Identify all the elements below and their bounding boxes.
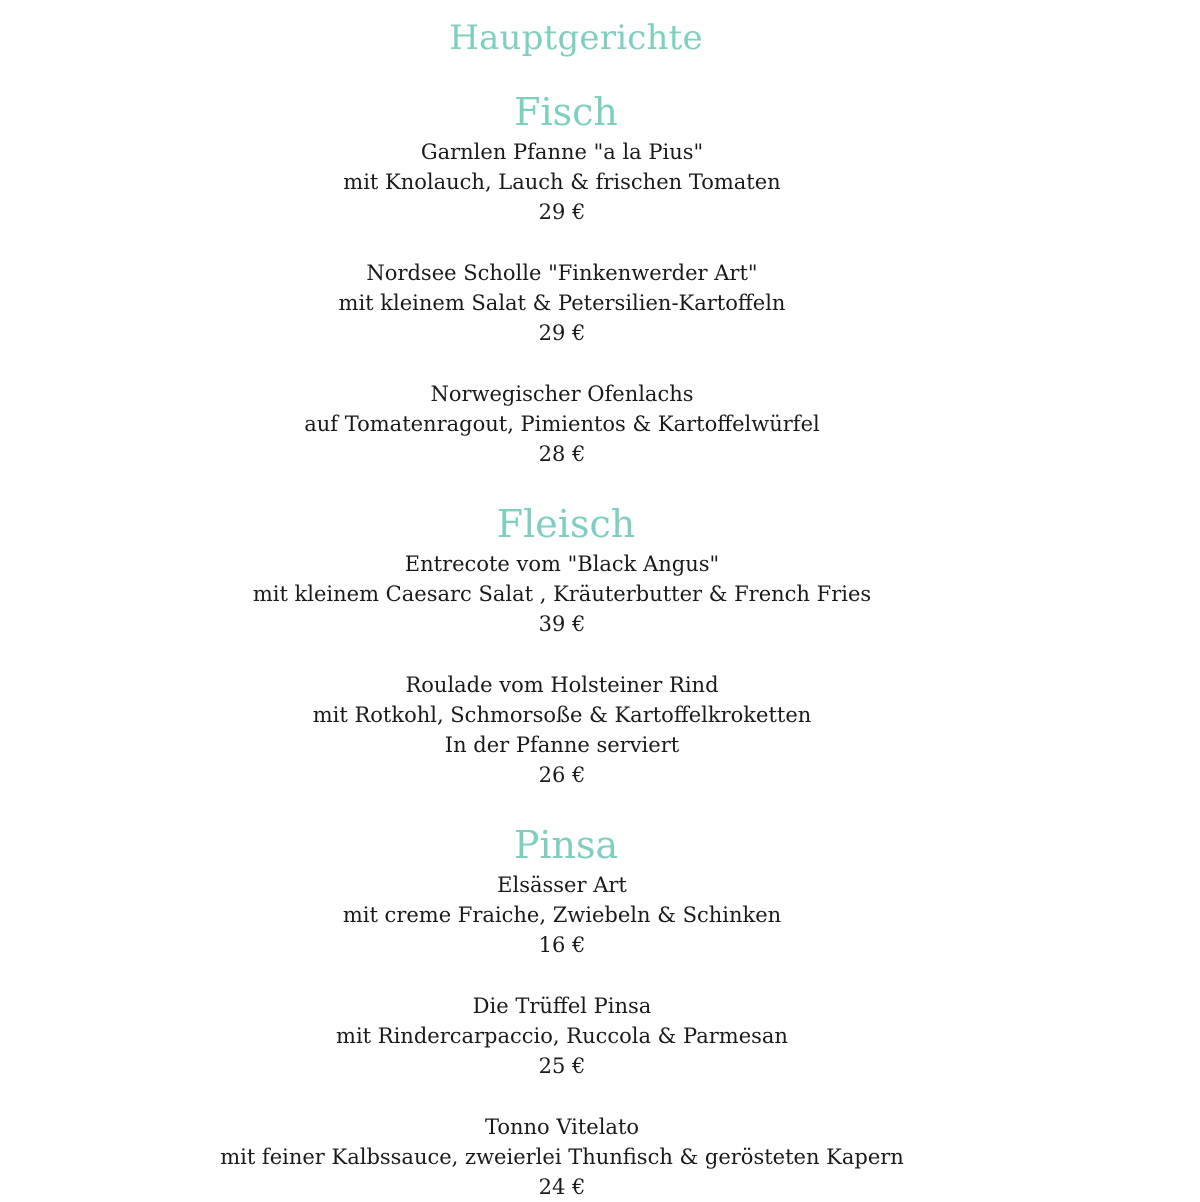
dish-elsaesser-art <box>0 870 1124 960</box>
dish-price: 26 € <box>538 763 586 787</box>
dish-price: 39 € <box>538 612 586 636</box>
dish-ofenlachs <box>0 379 1124 469</box>
dish-description: mit Rindercarpaccio, Ruccola & Parmesan <box>336 1024 788 1048</box>
dish-trueffel-pinsa <box>0 991 1124 1081</box>
dish-price: 25 € <box>538 1054 586 1078</box>
dish-name: Roulade vom Holsteiner Rind <box>405 673 719 697</box>
dish-description: mit Rotkohl, Schmorsoße & Kartoffelkroketten <box>312 703 812 727</box>
dish-price: 29 € <box>538 200 586 224</box>
section-title-fisch: Fisch <box>514 90 618 134</box>
dish-roulade <box>0 670 1124 790</box>
dish-price: 24 € <box>538 1175 586 1199</box>
dish-description: auf Tomatenragout, Pimientos & Kartoffelwürfel <box>304 412 820 436</box>
dish-name: Tonno Vitelato <box>484 1115 640 1139</box>
dish-description: mit creme Fraiche, Zwiebeln & Schinken <box>342 903 782 927</box>
dish-name: Garnlen Pfanne "a la Pius" <box>420 140 704 164</box>
dish-price: 29 € <box>538 321 586 345</box>
dish-name: Entrecote vom "Black Angus" <box>404 552 720 576</box>
dish-nordsee-scholle <box>0 258 1124 348</box>
dish-name: Nordsee Scholle "Finkenwerder Art" <box>366 261 758 285</box>
dish-name: Norwegischer Ofenlachs <box>430 382 694 406</box>
page-title: Hauptgerichte <box>449 18 703 58</box>
dish-price: 28 € <box>538 442 586 466</box>
dish-description: mit kleinem Caesarc Salat , Kräuterbutter & French Fries <box>252 582 872 606</box>
dish-note: In der Pfanne serviert <box>444 733 680 757</box>
dish-garnlen-pfanne <box>0 137 1124 227</box>
dish-price: 16 € <box>538 933 586 957</box>
dish-description: mit kleinem Salat & Petersilien-Kartoffeln <box>338 291 786 315</box>
dish-tonno-vitelato <box>0 1112 1124 1202</box>
dish-description: mit feiner Kalbssauce, zweierlei Thunfisch & gerösteten Kapern <box>220 1145 904 1169</box>
section-title-pinsa: Pinsa <box>513 823 619 867</box>
section-title-fleisch: Fleisch <box>496 502 636 546</box>
dish-description: mit Knolauch, Lauch & frischen Tomaten <box>343 170 781 194</box>
dish-name: Die Trüffel Pinsa <box>472 994 652 1018</box>
dish-name: Elsässer Art <box>497 873 627 897</box>
dish-entrecote <box>0 549 1124 639</box>
